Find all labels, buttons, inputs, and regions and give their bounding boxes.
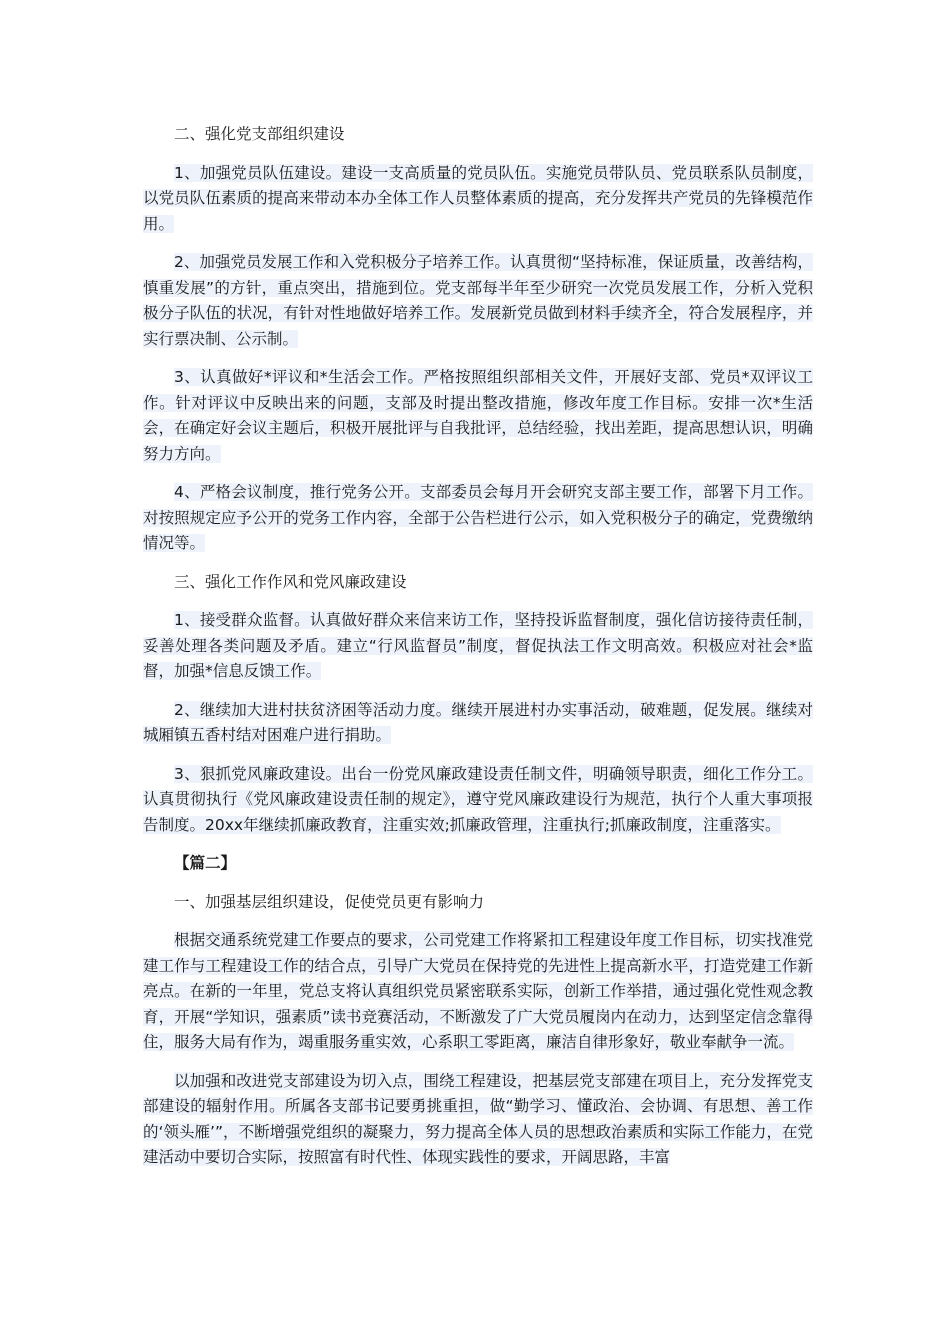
body-paragraph	[143, 762, 813, 839]
body-paragraph	[143, 608, 813, 685]
body-paragraph	[143, 928, 813, 1056]
body-paragraph	[143, 698, 813, 749]
paragraph-text: 4、严格会议制度，推行党务公开。支部委员会每月开会研究支部主要工作，部署下月工作。对按照规定应予公开的党务工作内容，全部于公告栏进行公示，如入党积极分子的确定，党费缴纳情况等。	[143, 483, 813, 552]
paragraph-text: 2、继续加大进村扶贫济困等活动力度。继续开展进村办实事活动，破难题，促发展。继续对城厢镇五香村结对困难户进行捐助。	[143, 700, 813, 744]
body-paragraph	[143, 250, 813, 352]
document-body	[143, 122, 813, 1184]
body-paragraph	[143, 161, 813, 238]
part-title: 【篇二】	[174, 854, 237, 872]
paragraph-text: 根据交通系统党建工作要点的要求，公司党建工作将紧扣工程建设年度工作目标，切实找准党建工作与工程建设工作的结合点，引导广大党员在保持党的先进性上提高新水平，打造党建工作新亮点。在新的一年里，党总支将认真组织党员紧密联系实际，创新工作举措，通过强化党性观念教育，开展“学知识，强素质”读书竞赛活动，不断激发了广大党员履岗内在动力，达到坚定信念靠得住，服务大局有作为，竭重服务重实效，心系职工零距离，廉洁自律形象好，敬业奉献争一流。	[143, 931, 813, 1051]
paragraph-text: 2、加强党员发展工作和入党积极分子培养工作。认真贯彻“坚持标准，保证质量，改善结构，慎重发展”的方针，重点突出，措施到位。党支部每半年至少研究一次党员发展工作，分析入党积极分子队伍的状况，有针对性地做好培养工作。发展新党员做到材料手续齐全，符合发展程序，并实行票决制、公示制。	[143, 253, 813, 348]
body-paragraph	[143, 480, 813, 557]
paragraph-text: 1、加强党员队伍建设。建设一支高质量的党员队伍。实施党员带队员、党员联系队员制度，以党员队伍素质的提高来带动本办全体工作人员整体素质的提高，充分发挥共产党员的先锋模范作用。	[143, 163, 813, 233]
section-heading: 二、强化党支部组织建设	[174, 125, 345, 143]
paragraph-text: 1、接受群众监督。认真做好群众来信来访工作，坚持投诉监督制度，强化信访接待责任制，妥善处理各类问题及矛盾。建立“行风监督员”制度，督促执法工作文明高效。积极应对社会*监督，加强*信息反馈工作。	[143, 611, 813, 680]
body-paragraph	[143, 1069, 813, 1171]
paragraph-text: 3、认真做好*评议和*生活会工作。严格按照组织部相关文件，开展好支部、党员*双评议工作。针对评议中反映出来的问题，支部及时提出整改措施，修改年度工作目标。安排一次*生活会，在确定好会议主题后，积极开展批评与自我批评，总结经验，找出差距，提高思想认识，明确努力方向。	[143, 368, 813, 463]
section-heading: 三、强化工作作风和党风廉政建设	[174, 572, 407, 591]
section-heading: 一、加强基层组织建设，促使党员更有影响力	[174, 892, 485, 911]
paragraph-text: 3、狠抓党风廉政建设。出台一份党风廉政建设责任制文件，明确领导职责，细化工作分工。认真贯彻执行《党风廉政建设责任制的规定》，遵守党风廉政建设行为规范，执行个人重大事项报告制度。20xx年继续抓廉政教育，注重实效;抓廉政管理，注重执行;抓廉政制度，注重落实。	[143, 764, 813, 834]
paragraph-text: 以加强和改进党支部建设为切入点，围绕工程建设，把基层党支部建在项目上，充分发挥党支部建设的辐射作用。所属各支部书记要勇挑重担，做“勤学习、懂政治、会协调、有思想、善工作的‘领头雁’”，不断增强党组织的凝聚力，努力提高全体人员的思想政治素质和实际工作能力，在党建活动中要切合实际，按照富有时代性、体现实践性的要求，开阔思路，丰富	[143, 1071, 813, 1166]
body-paragraph	[143, 365, 813, 467]
